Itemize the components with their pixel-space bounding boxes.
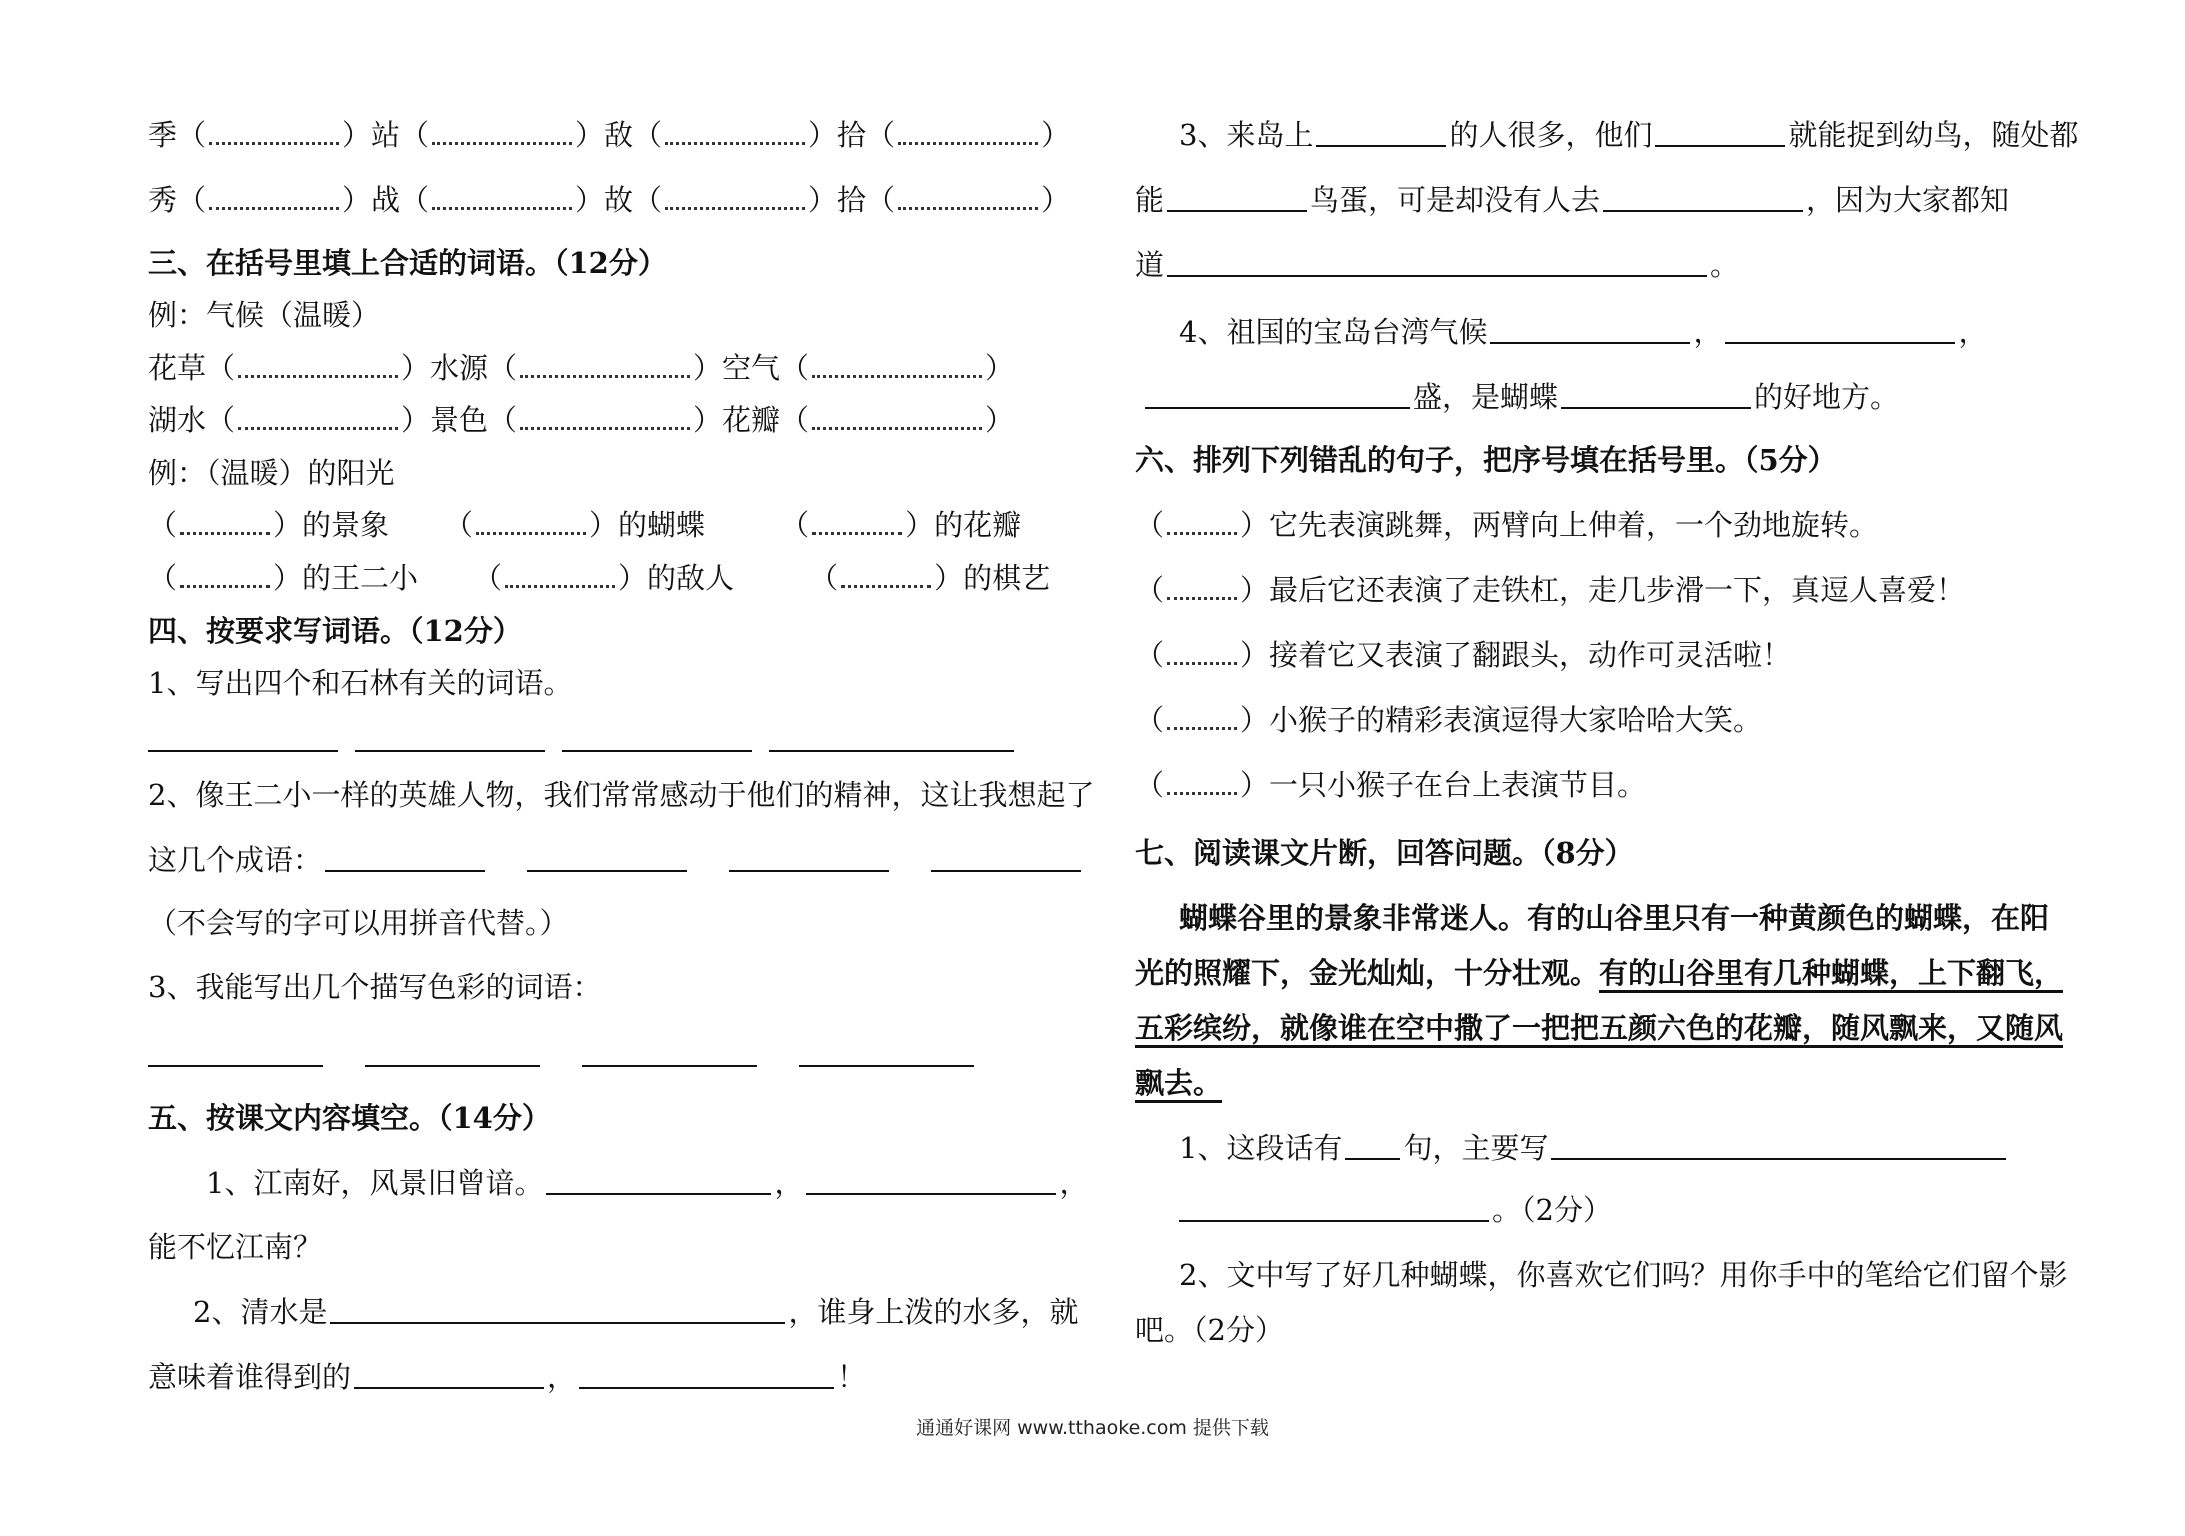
answer-blank[interactable] — [505, 567, 615, 588]
answer-blank[interactable] — [812, 514, 902, 535]
answer-blank[interactable] — [812, 357, 982, 378]
question-5-4: 4、祖国的宝岛台湾气候 ， ， — [1179, 315, 1988, 349]
answer-line[interactable] — [1603, 184, 1803, 212]
order-blank[interactable] — [1167, 579, 1237, 600]
answer-line[interactable] — [355, 724, 545, 752]
answer-line[interactable] — [931, 844, 1081, 872]
color-word-lines — [148, 1035, 977, 1075]
answer-line[interactable] — [806, 1167, 1056, 1195]
answer-line[interactable] — [1345, 1132, 1400, 1160]
question-5-2: 2、清水是 ，谁身上泼的水多，就 — [193, 1295, 1079, 1329]
answer-blank[interactable] — [238, 409, 398, 430]
order-blank[interactable] — [1167, 774, 1237, 795]
answer-blank[interactable] — [520, 409, 690, 430]
answer-line[interactable] — [799, 1039, 974, 1067]
section-5-heading: 五、按课文内容填空。（14分） — [148, 1101, 551, 1135]
answer-line[interactable] — [1561, 381, 1751, 409]
fill-row-4: （ ）的王二小 （ ）的敌人 （ ）的棋艺 — [148, 561, 1051, 595]
answer-line[interactable] — [325, 844, 485, 872]
idiom-line: 这几个成语： — [148, 840, 1084, 880]
order-item-1: （ ）它先表演跳舞，两臂向上伸着，一个劲地旋转。 — [1135, 508, 1879, 542]
answer-line[interactable] — [1179, 1194, 1489, 1222]
answer-blank[interactable] — [209, 189, 339, 210]
answer-line[interactable] — [769, 724, 1014, 752]
passage-line-2: 光的照耀下，金光灿灿，十分壮观。有的山谷里有几种蝴蝶，上下翻飞， — [1135, 953, 2063, 993]
answer-blank[interactable] — [238, 357, 398, 378]
answer-blank[interactable] — [898, 189, 1038, 210]
answer-line[interactable] — [330, 1296, 785, 1324]
answer-line[interactable] — [582, 1039, 757, 1067]
question-5-1-cont: 能不忆江南？ — [148, 1230, 323, 1264]
answer-line[interactable] — [148, 1039, 323, 1067]
question-5-3-cont: 能 鸟蛋，可是却没有人去 ，因为大家都知 — [1135, 183, 2010, 217]
question-4-2: 2、像王二小一样的英雄人物，我们常常感动于他们的精神，这让我想起了 — [148, 778, 1095, 812]
order-blank[interactable] — [1167, 644, 1237, 665]
answer-line[interactable] — [562, 724, 752, 752]
answer-blank[interactable] — [898, 124, 1038, 145]
answer-line[interactable] — [546, 1167, 771, 1195]
left-column — [148, 0, 1133, 1536]
question-5-3-end: 道 。 — [1135, 248, 1740, 282]
answer-blank[interactable] — [432, 124, 572, 145]
underlined-sentence: 有的山谷里有几种蝴蝶，上下翻飞， — [1599, 956, 2063, 993]
order-blank[interactable] — [1167, 514, 1237, 535]
question-4-3: 3、我能写出几个描写色彩的词语： — [148, 970, 602, 1004]
answer-line-row — [148, 720, 1017, 760]
order-blank[interactable] — [1167, 709, 1237, 730]
answer-blank[interactable] — [180, 514, 270, 535]
answer-line[interactable] — [729, 844, 889, 872]
answer-line[interactable] — [1725, 316, 1955, 344]
question-5-1: 1、江南好，风景旧曾谙。 ， ， — [206, 1166, 1089, 1200]
answer-line[interactable] — [1167, 184, 1307, 212]
answer-blank[interactable] — [812, 409, 982, 430]
example-1: 例：气候（温暖） — [148, 298, 381, 332]
answer-blank[interactable] — [209, 124, 339, 145]
answer-line[interactable] — [527, 844, 687, 872]
answer-line[interactable] — [148, 724, 338, 752]
fill-row-2: 湖水（ ）景色（ ）花瓣（ ） — [148, 403, 1015, 437]
question-7-1: 1、这段话有 句，主要写 — [1135, 1128, 2009, 1168]
passage-line-4 — [1135, 1063, 1222, 1103]
char-row-1: 季（ ）站（ ）敌（ ）拾（ ） — [148, 118, 1071, 152]
footer-credit: 通通好课网 www.tthaoke.com 提供下载 — [916, 1417, 1269, 1439]
answer-line[interactable] — [1316, 119, 1446, 147]
answer-blank[interactable] — [520, 357, 690, 378]
answer-line[interactable] — [1655, 119, 1785, 147]
section-3-heading: 三、在括号里填上合适的词语。（12分） — [148, 246, 667, 280]
section-4-heading: 四、按要求写词语。（12分） — [148, 614, 522, 648]
answer-blank[interactable] — [180, 567, 270, 588]
answer-blank[interactable] — [476, 514, 586, 535]
answer-blank[interactable] — [665, 124, 805, 145]
passage-line-1: 蝴蝶谷里的景象非常迷人。有的山谷里只有一种黄颜色的蝴蝶，在阳 — [1179, 901, 2050, 935]
question-5-2-cont: 意味着谁得到的 ， ！ — [148, 1360, 867, 1394]
question-5-4-cont: 盛，是蝴蝶 的好地方。 — [1135, 377, 1899, 417]
answer-line[interactable] — [1490, 316, 1690, 344]
question-7-2: 2、文中写了好几种蝴蝶，你喜欢它们吗？用你手中的笔给它们留个影 — [1179, 1258, 2068, 1292]
order-item-4: （ ）小猴子的精彩表演逗得大家哈哈大笑。 — [1135, 703, 1763, 737]
answer-line[interactable] — [1167, 249, 1707, 277]
order-item-5: （ ）一只小猴子在台上表演节目。 — [1135, 768, 1647, 802]
section-6-heading: 六、排列下列错乱的句子，把序号填在括号里。（5分） — [1135, 443, 1837, 477]
question-5-3: 3、来岛上 的人很多，他们 就能捉到幼鸟，随处都 — [1179, 118, 2079, 152]
answer-line[interactable] — [365, 1039, 540, 1067]
question-7-2-cont: 吧。（2分） — [1135, 1313, 1284, 1347]
example-2: 例：（温暖）的阳光 — [148, 456, 395, 490]
answer-blank[interactable] — [432, 189, 572, 210]
right-column — [1135, 0, 2120, 1536]
order-item-2: （ ）最后它还表演了走铁杠，走几步滑一下，真逗人喜爱！ — [1135, 573, 1966, 607]
order-item-3: （ ）接着它又表演了翻跟头，动作可灵活啦！ — [1135, 638, 1792, 672]
underlined-sentence: 五彩缤纷，就像谁在空中撒了一把把五颜六色的花瓣，随风飘来，又随风 — [1135, 1011, 2063, 1048]
answer-line[interactable] — [1551, 1132, 2006, 1160]
question-4-1: 1、写出四个和石林有关的词语。 — [148, 666, 573, 700]
char-row-2: 秀（ ）战（ ）故（ ）拾（ ） — [148, 183, 1071, 217]
section-7-heading: 七、阅读课文片断，回答问题。（8分） — [1135, 836, 1634, 870]
passage-line-3 — [1135, 1008, 2063, 1048]
answer-blank[interactable] — [665, 189, 805, 210]
question-4-2-note: （不会写的字可以用拼音代替。） — [148, 906, 569, 940]
fill-row-3: （ ）的景象 （ ）的蝴蝶 （ ）的花瓣 — [148, 508, 1022, 542]
underlined-sentence: 飘去。 — [1135, 1066, 1222, 1103]
answer-blank[interactable] — [841, 567, 931, 588]
answer-line[interactable] — [1145, 381, 1410, 409]
fill-row-1: 花草（ ）水源（ ）空气（ ） — [148, 351, 1015, 385]
answer-line[interactable] — [354, 1361, 544, 1389]
question-7-1-cont: 。（2分） — [1135, 1190, 1612, 1230]
answer-line[interactable] — [579, 1361, 834, 1389]
